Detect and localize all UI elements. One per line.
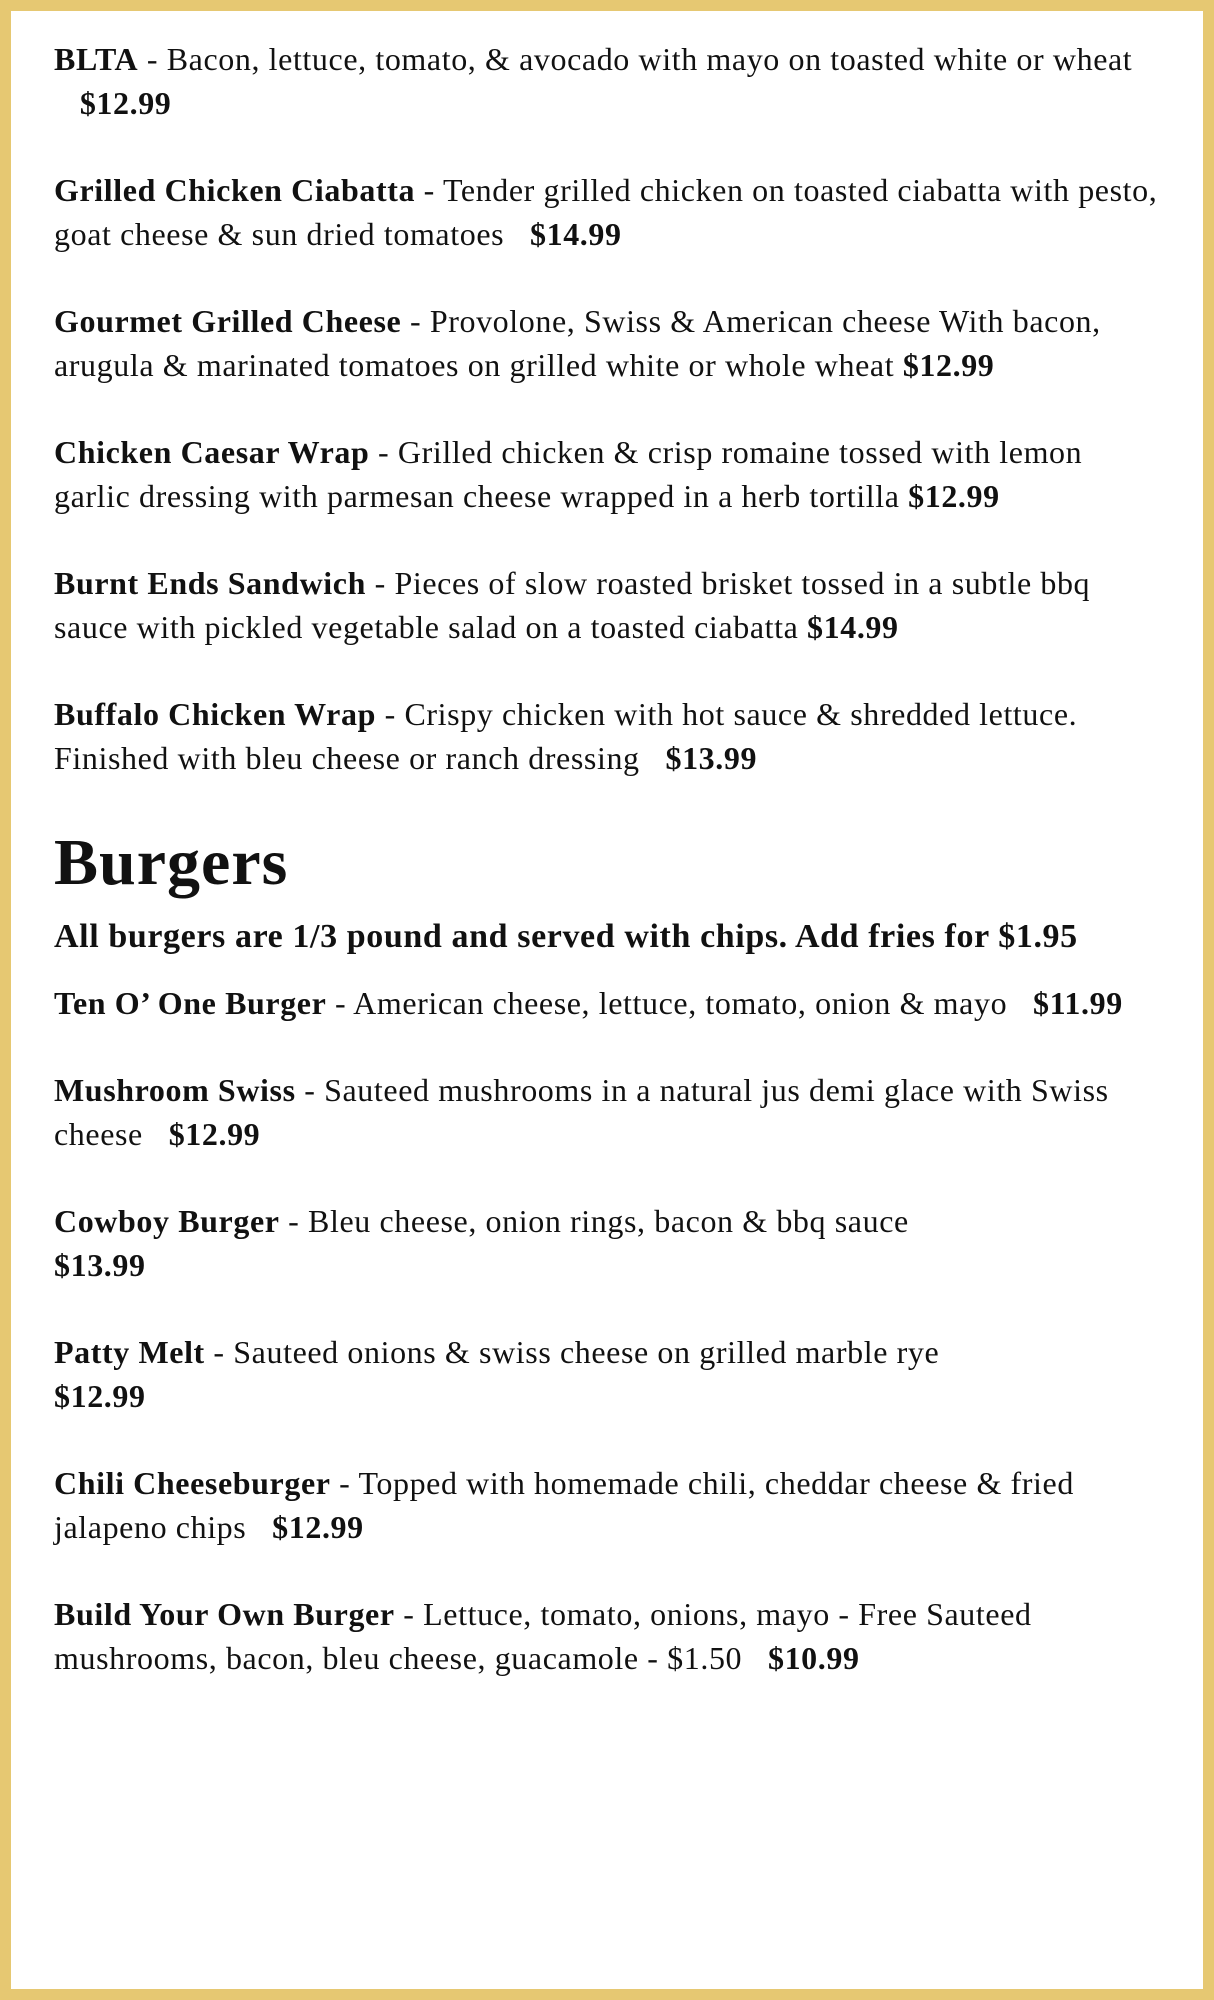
menu-item-gourmet-grilled-cheese: Gourmet Grilled Cheese - Provolone, Swiss & American cheese With bacon, arugula & marinated tomatoes on grilled white or whole wheat $12.99 [54, 303, 1101, 383]
item-description: Bacon, lettuce, tomato, & avocado with mayo on toasted white or wheat [166, 41, 1133, 77]
item-price: $12.99 [54, 1378, 146, 1414]
item-price: $14.99 [530, 216, 622, 252]
item-description: Tender grilled chicken on toasted ciabatta with pesto, goat cheese & sun dried tomatoes [54, 172, 1158, 252]
item-name: Build Your Own Burger [54, 1596, 395, 1632]
section-title-burgers: Burgers [54, 826, 289, 899]
item-description: Bleu cheese, onion rings, bacon & bbq sauce [308, 1203, 909, 1239]
item-price: $12.99 [79, 85, 172, 121]
menu-item-build-your-own-burger: Build Your Own Burger - Lettuce, tomato, onions, mayo - Free Sauteed mushrooms, bacon, bleu cheese, guacamole - $1.50 $10.99 [54, 1596, 1032, 1676]
menu-item-chili-cheeseburger: Chili Cheeseburger - Topped with homemade chili, cheddar cheese & fried jalapeno chips $12.99 [54, 1465, 1074, 1545]
item-description: Grilled chicken & crisp romaine tossed with lemon garlic dressing with parmesan cheese wrapped in a herb tortilla [54, 434, 1083, 514]
item-price: $13.99 [665, 740, 758, 776]
item-name: Mushroom Swiss [54, 1072, 296, 1108]
item-name: Buffalo Chicken Wrap [54, 696, 376, 732]
menu-item-patty-melt: Patty Melt - Sauteed onions & swiss cheese on grilled marble rye $12.99 [54, 1334, 940, 1414]
item-price: $12.99 [908, 478, 1000, 514]
menu-item-mushroom-swiss: Mushroom Swiss - Sauteed mushrooms in a natural jus demi glace with Swiss cheese $12.99 [54, 1072, 1109, 1152]
item-price: $12.99 [272, 1509, 364, 1545]
item-description: Sauteed mushrooms in a natural jus demi glace with Swiss cheese [54, 1072, 1109, 1152]
menu-item-blta: BLTA - Bacon, lettuce, tomato, & avocado with mayo on toasted white or wheat $12.99 [54, 41, 1133, 121]
item-name: BLTA [54, 41, 139, 77]
item-price: $14.99 [807, 609, 899, 645]
item-description: Lettuce, tomato, onions, mayo - Free Sauteed mushrooms, bacon, bleu cheese, guacamole - $1.50 [54, 1596, 1032, 1676]
menu-item-chicken-caesar-wrap: Chicken Caesar Wrap - Grilled chicken & crisp romaine tossed with lemon garlic dressing with parmesan cheese wrapped in a herb tortilla $12.99 [54, 434, 1083, 514]
item-name: Gourmet Grilled Cheese [54, 303, 402, 339]
menu-item-ten-o-one-burger: Ten O’ One Burger - American cheese, lettuce, tomato, onion & mayo $11.99 [54, 985, 1123, 1021]
item-description: Crispy chicken with hot sauce & shredded lettuce. Finished with bleu cheese or ranch dressing [54, 696, 1078, 776]
menu-item-grilled-chicken-ciabatta: Grilled Chicken Ciabatta - Tender grilled chicken on toasted ciabatta with pesto, goat cheese & sun dried tomatoes $14.99 [54, 172, 1158, 252]
menu-item-burnt-ends-sandwich: Burnt Ends Sandwich - Pieces of slow roasted brisket tossed in a subtle bbq sauce with pickled vegetable salad on a toasted ciabatta $14.99 [54, 565, 1091, 645]
item-name: Burnt Ends Sandwich [54, 565, 366, 601]
item-price: $12.99 [902, 347, 995, 383]
item-name: Ten O’ One Burger [54, 985, 327, 1021]
item-description: Provolone, Swiss & American cheese With bacon, arugula & marinated tomatoes on grilled white or whole wheat [54, 303, 1101, 383]
item-description: Pieces of slow roasted brisket tossed in a subtle bbq sauce with pickled vegetable salad on a toasted ciabatta [54, 565, 1091, 645]
item-description: American cheese, lettuce, tomato, onion & mayo [353, 985, 1008, 1021]
section-note-burgers: All burgers are 1/3 pound and served with chips. Add fries for $1.95 [54, 918, 1078, 955]
item-price: $11.99 [1033, 985, 1123, 1021]
item-name: Chili Cheeseburger [54, 1465, 331, 1501]
item-description: Topped with homemade chili, cheddar cheese & fried jalapeno chips [54, 1465, 1074, 1545]
item-description: Sauteed onions & swiss cheese on grilled marble rye [233, 1334, 940, 1370]
item-name: Grilled Chicken Ciabatta [54, 172, 416, 208]
item-price: $13.99 [54, 1247, 146, 1283]
menu-item-cowboy-burger: Cowboy Burger - Bleu cheese, onion rings, bacon & bbq sauce $13.99 [54, 1203, 909, 1283]
item-name: Cowboy Burger [54, 1203, 280, 1239]
item-price: $10.99 [767, 1640, 860, 1676]
item-name: Patty Melt [54, 1334, 205, 1370]
item-price: $12.99 [168, 1116, 261, 1152]
item-name: Chicken Caesar Wrap [54, 434, 370, 470]
menu-item-buffalo-chicken-wrap: Buffalo Chicken Wrap - Crispy chicken with hot sauce & shredded lettuce. Finished with bleu cheese or ranch dressing $13.99 [54, 696, 1078, 776]
